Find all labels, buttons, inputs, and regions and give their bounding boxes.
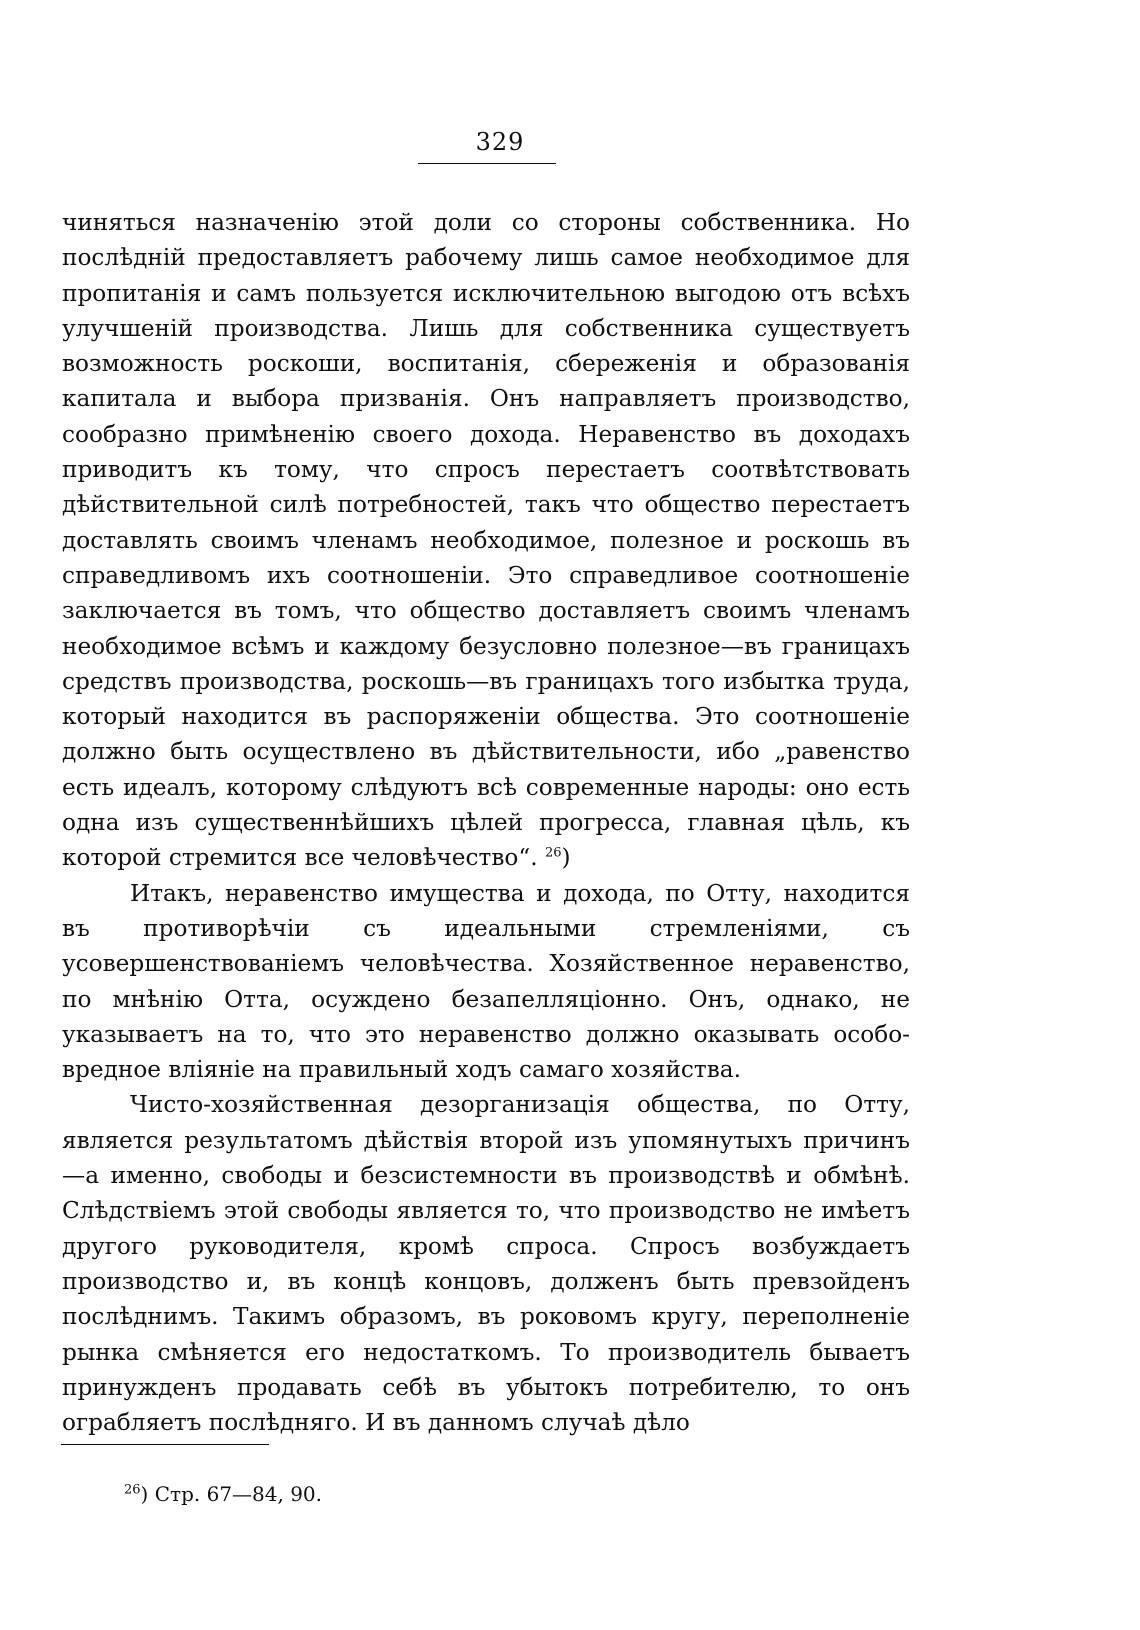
footnote-ref-paren: ) [561, 844, 571, 872]
body-text [62, 205, 910, 1440]
page-number-rule [418, 163, 556, 164]
page-number: 329 [475, 128, 525, 156]
paragraph-2 [62, 876, 910, 1088]
paragraph-3 [62, 1087, 910, 1440]
paragraph-1 [62, 205, 910, 876]
footnote-ref-26: 26 [544, 845, 562, 861]
footnote-rule [61, 1444, 269, 1445]
footnote [124, 1480, 322, 1508]
paragraph-2-text: Итакъ, неравенство имущества и дохода, по Отту, находится въ противорѣчіи съ идеальными стремленіями, съ усовершенствованіемъ человѣчества. Хозяйственное неравенство, по мнѣнію Отта, осуждено безапелляціонно. Онъ, однако, не указываетъ на то, что это неравенство должно оказывать особо-вредное вліяніе на правильный ходъ самаго хозяйства. [62, 879, 910, 1084]
paragraph-3-text: Чисто-хозяйственная дезорганизація общества, по Отту, является результатомъ дѣйствія второй изъ упомянутыхъ причинъ—а именно, свободы и безсистемности въ производствѣ и обмѣнѣ. Слѣдствіемъ этой свободы является то, что производство не имѣетъ другого руководителя, кромѣ спроса. Спросъ возбуждаетъ производство и, въ концѣ концовъ, долженъ быть превзойденъ послѣднимъ. Такимъ образомъ, въ роковомъ кругу, переполненіе рынка смѣняется его недостаткомъ. То производитель бываетъ принужденъ продавать себѣ въ убытокъ потребителю, то онъ ограбляетъ послѣдняго. И въ данномъ случаѣ дѣло [62, 1091, 910, 1437]
paragraph-1-text: чиняться назначенію этой доли со стороны собственника. Но послѣдній предоставляетъ рабочему лишь самое необходимое для пропитанія и самъ пользуется исключительною выгодою отъ всѣхъ улучшеній производства. Лишь для собственника существуетъ возможность роскоши, воспитанія, сбереженія и образованія капитала и выбора призванія. Онъ направляетъ производство, сообразно примѣненію своего дохода. Неравенство въ доходахъ приводитъ къ тому, что спросъ перестаетъ соотвѣтствовать дѣйствительной силѣ потребностей, такъ что общество перестаетъ доставлять своимъ членамъ необходимое, полезное и роскошь въ справедливомъ ихъ соотношеніи. Это справедливое соотношеніе заключается въ томъ, что общество доставляетъ своимъ членамъ необходимое всѣмъ и каждому безусловно полезное—въ границахъ средствъ производства, роскошь—въ границахъ того избытка труда, который находится въ распоряженіи общества. Это соотношеніе должно быть осуществлено въ дѣйствительности, ибо „равенство есть идеалъ, которому слѣдуютъ всѣ современные народы: оно есть одна изъ существеннѣйшихъ цѣлей прогресса, главная цѣль, къ которой стремится все человѣчество“. [62, 209, 910, 872]
footnote-marker: 26 [124, 1482, 141, 1498]
footnote-text: ) Стр. 67—84, 90. [140, 1482, 323, 1506]
